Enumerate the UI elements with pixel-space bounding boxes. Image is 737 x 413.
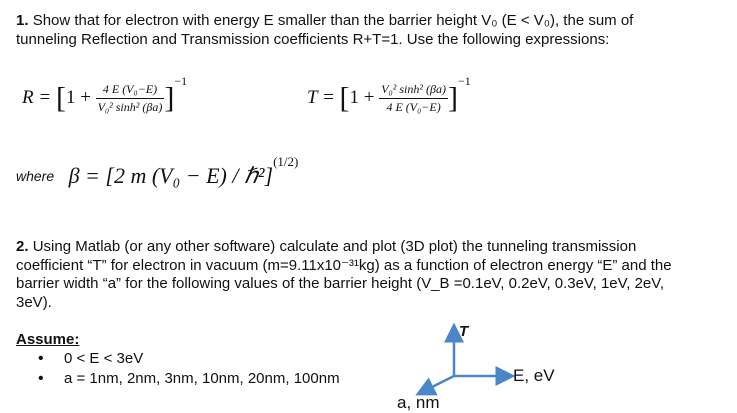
where-label: where <box>16 167 55 184</box>
assume-section <box>16 331 340 389</box>
assume-item-energy: • 0 < E < 3eV <box>16 349 340 369</box>
t-axis-label: T <box>459 323 469 340</box>
t-fraction <box>379 82 448 115</box>
problem-1-number: 1. <box>16 12 29 29</box>
problem-2-number: 2. <box>16 238 29 255</box>
r-lhs: R = <box>22 87 56 108</box>
a-axis-label: a, nm <box>397 393 440 412</box>
problem-2-line-4: 3eV). <box>16 293 52 311</box>
problem-2-line-2: coefficient “T” for electron in vacuum (m=9.11x10⁻³¹kg) as a function of electron energy “E” and the <box>16 256 672 274</box>
assume-item-width: • a = 1nm, 2nm, 3nm, 10nm, 20nm, 100nm <box>16 369 340 389</box>
problem-2-text <box>16 238 672 312</box>
beta-exponent: (1/2) <box>273 154 299 169</box>
beta-definition <box>16 154 298 189</box>
problem-1-line-1: Show that for electron with energy E smaller than the barrier height V₀ (E < V₀), the sum of <box>32 12 634 29</box>
t-lhs: T = <box>307 87 340 108</box>
r-numerator: 4 E (V₀−E) <box>96 82 165 99</box>
problem-1-text <box>16 12 633 49</box>
assume-title: Assume: <box>16 331 80 348</box>
problem-2-line-3: barrier width “a” for the following values of the barrier height (V_B =0.1eV, 0.2eV, 0.3eV, 1eV, 2eV, <box>16 275 665 292</box>
beta-expression: β = [2 m (V₀ − E) / ℏ²] <box>68 162 274 188</box>
t-equation: T = [1 + $\frac{\text{V₀² sinh² (βa)}}{\text{4 E (V₀−E)}}$ ]$^{-1}$ <box>307 74 471 115</box>
e-axis-label: E, eV <box>513 366 555 385</box>
r-denominator: V₀² sinh² (βa) <box>97 100 163 115</box>
assume-list <box>16 349 340 389</box>
a-axis <box>422 376 454 392</box>
r-exponent: −1 <box>174 74 188 88</box>
t-exponent: −1 <box>457 74 471 88</box>
problem-2-line-1: Using Matlab (or any other software) calculate and plot (3D plot) the tunneling transmission <box>32 238 637 255</box>
r-fraction <box>96 82 165 115</box>
problem-1-line-2: tunneling Reflection and Transmission coefficients R+T=1. Use the following expressions: <box>16 30 610 48</box>
r-one-plus: 1 + <box>65 87 91 108</box>
r-equation: R = [1 + $\frac{\text{4 E (V₀−E)}}{\text{V₀² sinh² (βa)}}$ ]$^{-1}$ <box>22 74 188 115</box>
t-one-plus: 1 + <box>349 87 375 108</box>
t-denominator: 4 E (V₀−E) <box>386 100 441 115</box>
t-numerator: V₀² sinh² (βa) <box>379 82 448 99</box>
